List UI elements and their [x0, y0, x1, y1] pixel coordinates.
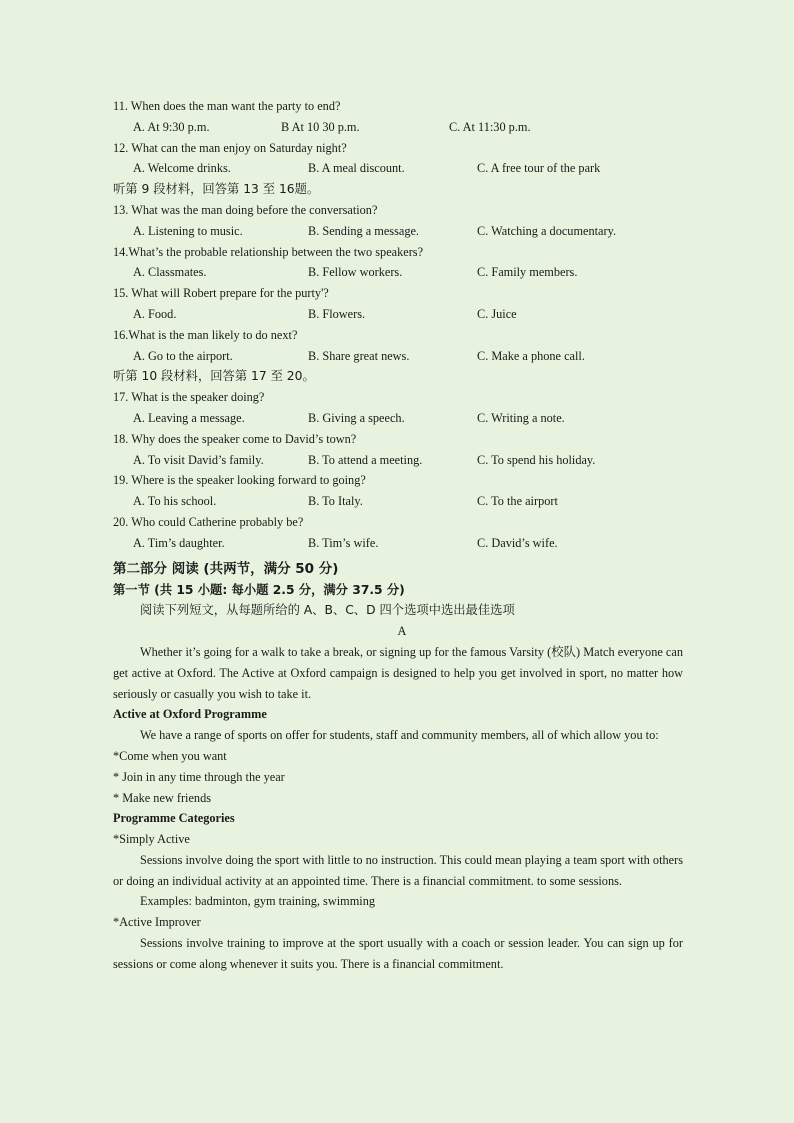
- option-a: A. Classmates.: [133, 265, 207, 280]
- passage-label: A: [397, 624, 407, 639]
- question-19: 19. Where is the speaker looking forward to going?: [113, 473, 366, 488]
- category-active-improver: *Active Improver: [113, 915, 201, 930]
- category-active-improver-body: Sessions involve training to improve at the sport usually with a coach or session leader. You can sign up for sessions or come along whenever it suits you. There is a financial commitment.: [113, 936, 683, 971]
- option-b: B. Sending a message.: [308, 223, 419, 238]
- options-18: [113, 450, 683, 471]
- part-2-subtitle: 第一节 (共 15 小题: 每小题 2.5 分，满分 37.5 分): [113, 582, 405, 597]
- question-13: 13. What was the man doing before the conversation?: [113, 202, 378, 217]
- option-c: C. Writing a note.: [477, 410, 565, 425]
- option-a: A. Welcome drinks.: [133, 161, 231, 176]
- option-c: C. Family members.: [477, 265, 578, 280]
- question-group-a: [113, 96, 683, 179]
- passage-paragraph-2: We have a range of sports on offer for students, staff and community members, all of which allow you to:: [140, 728, 659, 743]
- category-examples: Examples: badminton, gym training, swimming: [140, 894, 375, 909]
- options-20: [113, 533, 683, 554]
- question-11: 11. When does the man want the party to end?: [113, 99, 341, 113]
- options-11: [113, 117, 683, 138]
- option-b: B. To Italy.: [308, 494, 363, 509]
- question-15: 15. What will Robert prepare for the purty'?: [113, 286, 329, 301]
- option-a: A. To his school.: [133, 494, 217, 509]
- option-b: B. Giving a speech.: [308, 410, 405, 425]
- option-c: C. David’s wife.: [477, 535, 558, 550]
- category-simply-active-body: Sessions involve doing the sport with little to no instruction. This could mean playing a team sport with others or doing an individual activity at an appointed time. There is a financial commitment. to some sessions.: [113, 852, 683, 888]
- option-a: A. Tim’s daughter.: [133, 535, 225, 550]
- option-c: C. To the airport: [477, 494, 558, 509]
- option-b: B At 10 30 p.m.: [281, 119, 360, 134]
- question-12: 12. What can the man enjoy on Saturday night?: [113, 140, 347, 155]
- option-c: C. A free tour of the park: [477, 161, 601, 176]
- options-12: [113, 158, 683, 179]
- section-10-instruction: 听第 10 段材料，回答第 17 至 20。: [113, 369, 315, 384]
- option-a: A. To visit David’s family.: [133, 452, 264, 467]
- options-14: [113, 262, 683, 283]
- options-15: [113, 304, 683, 325]
- option-c: C. Watching a documentary.: [477, 223, 617, 238]
- question-group-b: [113, 200, 683, 366]
- option-b: B. A meal discount.: [308, 161, 405, 176]
- question-group-c: [113, 387, 683, 553]
- option-a: A. Listening to music.: [133, 223, 243, 238]
- option-c: C. To spend his holiday.: [477, 452, 596, 467]
- question-20: 20. Who could Catherine probably be?: [113, 514, 304, 529]
- options-17: [113, 408, 683, 429]
- section-9-instruction: 听第 9 段材料，回答第 13 至 16题。: [113, 182, 320, 197]
- option-a: A. At 9:30 p.m.: [133, 119, 210, 134]
- passage-paragraph-1: Whether it’s going for a walk to take a break, or signing up for the famous Varsity (校队) Match everyone can get active at Oxford. The Active at Oxford campaign is designed to help you get involved in sport, no matter how seriously or casually you wish to take it.: [113, 644, 683, 701]
- part-2-title: 第二部分 阅读 (共两节，满分 50 分): [113, 560, 339, 577]
- category-simply-active: *Simply Active: [113, 832, 190, 847]
- options-19: [113, 491, 683, 512]
- part-2-instruction: 阅读下列短文，从每题所给的 A、B、C、D 四个选项中选出最佳选项: [140, 603, 515, 618]
- question-17: 17. What is the speaker doing?: [113, 390, 265, 405]
- option-a: A. Food.: [133, 306, 177, 321]
- option-a: A. Leaving a message.: [133, 410, 245, 425]
- question-14: 14.What’s the probable relationship between the two speakers?: [113, 244, 424, 259]
- bullet-item: * Make new friends: [113, 790, 212, 805]
- options-13: [113, 221, 683, 242]
- question-18: 18. Why does the speaker come to David’s town?: [113, 431, 357, 446]
- bullet-item: *Come when you want: [113, 748, 227, 763]
- heading-categories: Programme Categories: [113, 811, 235, 826]
- bullet-item: * Join in any time through the year: [113, 769, 285, 784]
- document-page: [113, 96, 683, 975]
- options-16: [113, 346, 683, 367]
- option-c: C. Juice: [477, 306, 517, 321]
- option-a: A. Go to the airport.: [133, 348, 233, 363]
- option-b: B. Fellow workers.: [308, 265, 403, 280]
- option-b: B. Tim’s wife.: [308, 535, 379, 550]
- option-c: C. At 11:30 p.m.: [449, 119, 531, 134]
- option-b: B. To attend a meeting.: [308, 452, 423, 467]
- option-b: B. Flowers.: [308, 306, 366, 321]
- question-16: 16.What is the man likely to do next?: [113, 327, 298, 342]
- option-b: B. Share great news.: [308, 348, 410, 363]
- option-c: C. Make a phone call.: [477, 348, 585, 363]
- heading-programme: Active at Oxford Programme: [113, 707, 267, 722]
